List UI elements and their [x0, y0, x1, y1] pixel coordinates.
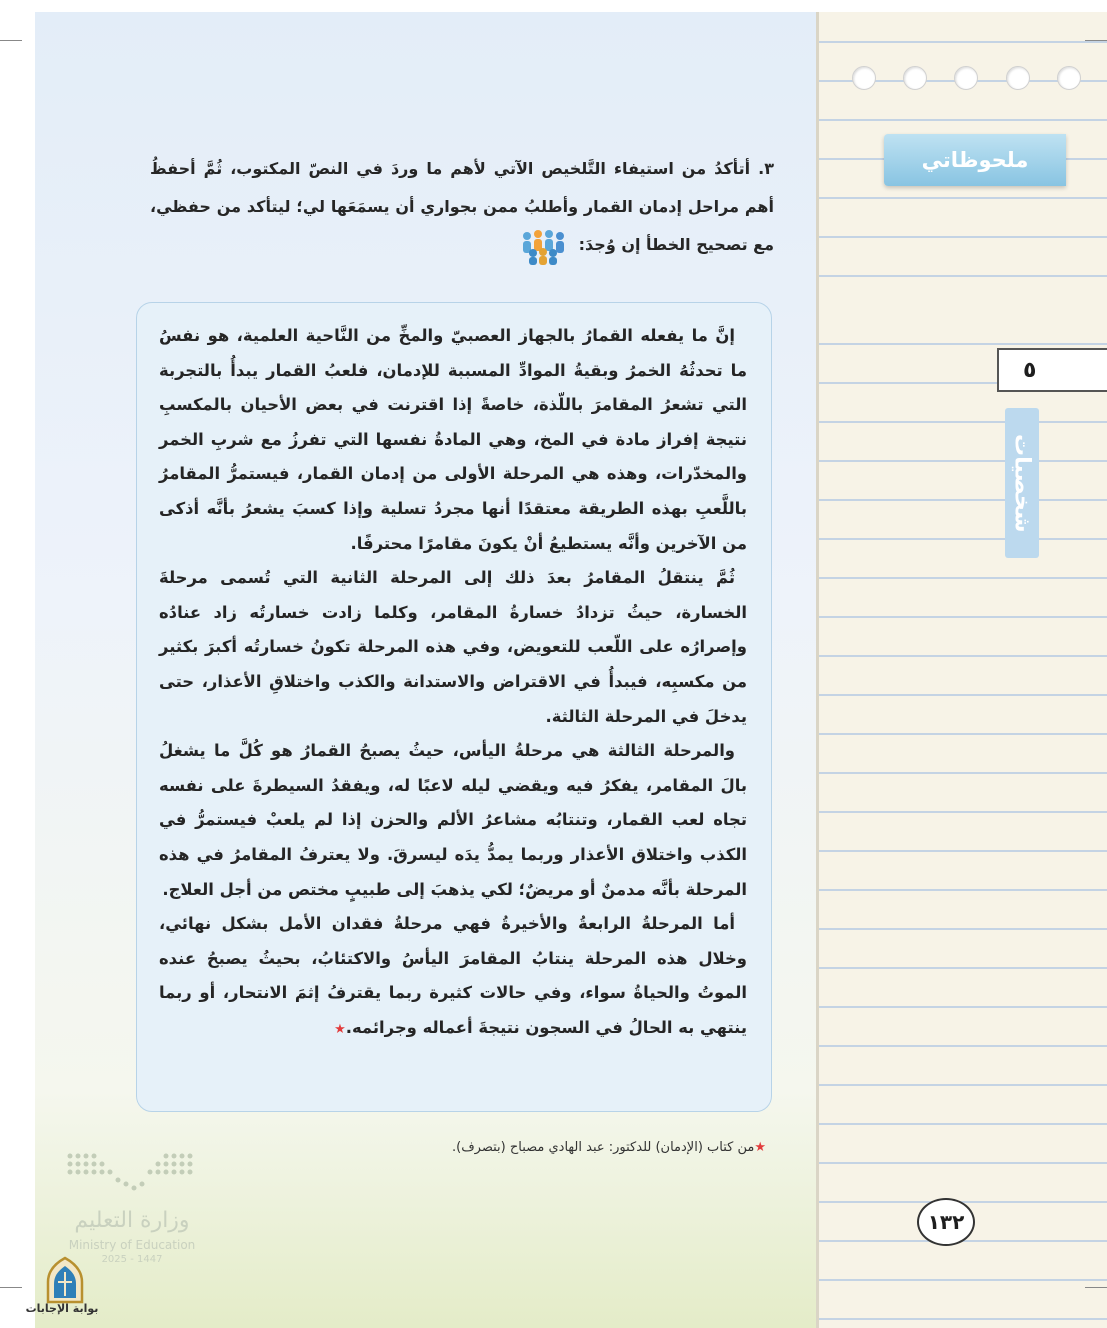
- crop-mark: [0, 1287, 22, 1288]
- passage-paragraph: والمرحلة الثالثة هي مرحلةُ اليأس، حيثُ يصبحُ القمارُ هو كُلَّ ما يشغلُ بالَ المقامر، يفكرُ فيه ويقضي ليله لاعبًا له، ويفقدُ السيطرةَ على نفسه تجاه لعب القمار، وتنتابُه مشاعرُ الألم والحزن إذا لم يلعبْ فيستمرُّ في الكذب واختلاق الأعذار وربما يمدُّ يدَه ليسرقَ. ولا يعترفُ المقامرُ في هذه المرحلة بأنَّه مدمنٌ أو مريضٌ؛ لكي يذهبَ إلى طبيبٍ مختص من أجل العلاج.: [159, 741, 747, 899]
- notes-column: [818, 12, 1107, 1328]
- binder-hole: [903, 66, 927, 90]
- binder-hole: [954, 66, 978, 90]
- crop-mark: [1085, 40, 1107, 41]
- binder-hole: [1006, 66, 1030, 90]
- ministry-name-arabic: وزارة التعليم: [74, 1208, 190, 1233]
- footnote-star: ★: [754, 1140, 766, 1155]
- unit-number: ٥: [997, 348, 1107, 392]
- site-logo-icon: [40, 1256, 90, 1306]
- summary-passage: [159, 319, 747, 1047]
- passage-paragraph-text: أما المرحلةُ الرابعةُ والأخيرةُ فهي مرحلةُ فقدان الأمل بشكل نهائي، وخلال هذه المرحلة ينتابُ المقامرَ اليأسُ والاكتئابُ، بحيثُ يصبحُ عنده الموتُ والحياةُ سواء، وفي حالات كثيرة ربما يقترفُ إثمَ الانتحار، أو ربما ينتهي به الحالُ في السجون نتيجةَ أعماله وجرائمه.: [159, 914, 747, 1037]
- binder-hole: [852, 66, 876, 90]
- page-number: ١٣٢: [917, 1198, 975, 1246]
- footnote-star-marker: ★: [334, 1021, 346, 1037]
- crop-mark: [1085, 1287, 1107, 1288]
- notes-title: ملحوظاتي: [884, 134, 1066, 186]
- footnote: [370, 1140, 766, 1155]
- passage-paragraph: إنَّ ما يفعله القمارُ بالجهاز العصبيّ والمخِّ من النَّاحية العلمية، هو نفسُ ما تحدثُهُ الخمرُ وبقيةُ الموادِّ المسببة للإدمان، فلعبُ القمار يبدأُ بالتجربة التي تشعرُ المقامرَ باللّذة، خاصةً إذا اقترنت في بعض الأحيان بالمكسبِ نتيجة إفراز مادة في المخ، وهي المادةُ نفسها التي تفرزُ مع شربِ الخمر والمخدّرات، وهذه هي المرحلة الأولى من إدمان القمار، فيستمرُّ المقامرُ باللَّعبِ بهذه الطريقة معتقدًا أنها مجردُ تسلية وإذا كسبَ يشعرُ بأنَّه أذكى من الآخرين وأنَّه يستطيعُ أنْ يكونَ مقامرًا محترفًا.: [159, 326, 747, 553]
- ministry-name-english: Ministry of Education: [68, 1238, 196, 1252]
- footnote-text: من كتاب (الإدمان) للدكتور: عبد الهادي مصباح (بتصرف).: [451, 1140, 755, 1155]
- passage-paragraph: ثُمَّ ينتقلُ المقامرُ بعدَ ذلك إلى المرحلة الثانية التي تُسمى مرحلةَ الخسارة، حيثُ تزدادُ خسارةُ المقامر، وكلما زادت خسارتُه زاد عنادُه وإصرارُه على اللّعب للتعويض، وفي هذه المرحلة تكونُ خسارتُه أكبرَ بكثير من مكسبِه، فيبدأُ في الاقتراض والاستدانة والكذب واختلاقِ الأعذار، حتى يدخلَ في المرحلة الثالثة.: [159, 568, 747, 726]
- binder-hole: [1057, 66, 1081, 90]
- notes-divider: [816, 12, 819, 1328]
- unit-name: شخصيات: [1005, 408, 1039, 558]
- site-name: بوابة الإجابات: [25, 1302, 99, 1315]
- ministry-logo-icon: [62, 1150, 202, 1198]
- crop-mark: [0, 40, 22, 41]
- passage-paragraph: [159, 907, 747, 1047]
- ministry-years: 2025 - 1447: [101, 1254, 163, 1265]
- summary-text-box: [136, 302, 772, 1112]
- group-work-icon: [519, 227, 567, 265]
- task-instruction: [150, 150, 774, 265]
- task-text: ٣. أتأكدُ من استيفاء التَّلخيص الآتي لأهم ما وردَ في النصّ المكتوب، ثُمَّ أحفظُ أهم مراحل إدمان القمار وأطلبُ ممن بجواري أن يسمَعَها لي؛ ليتأكد من حفظي، مع تصحيح الخطأ إن وُجدَ:: [150, 159, 774, 254]
